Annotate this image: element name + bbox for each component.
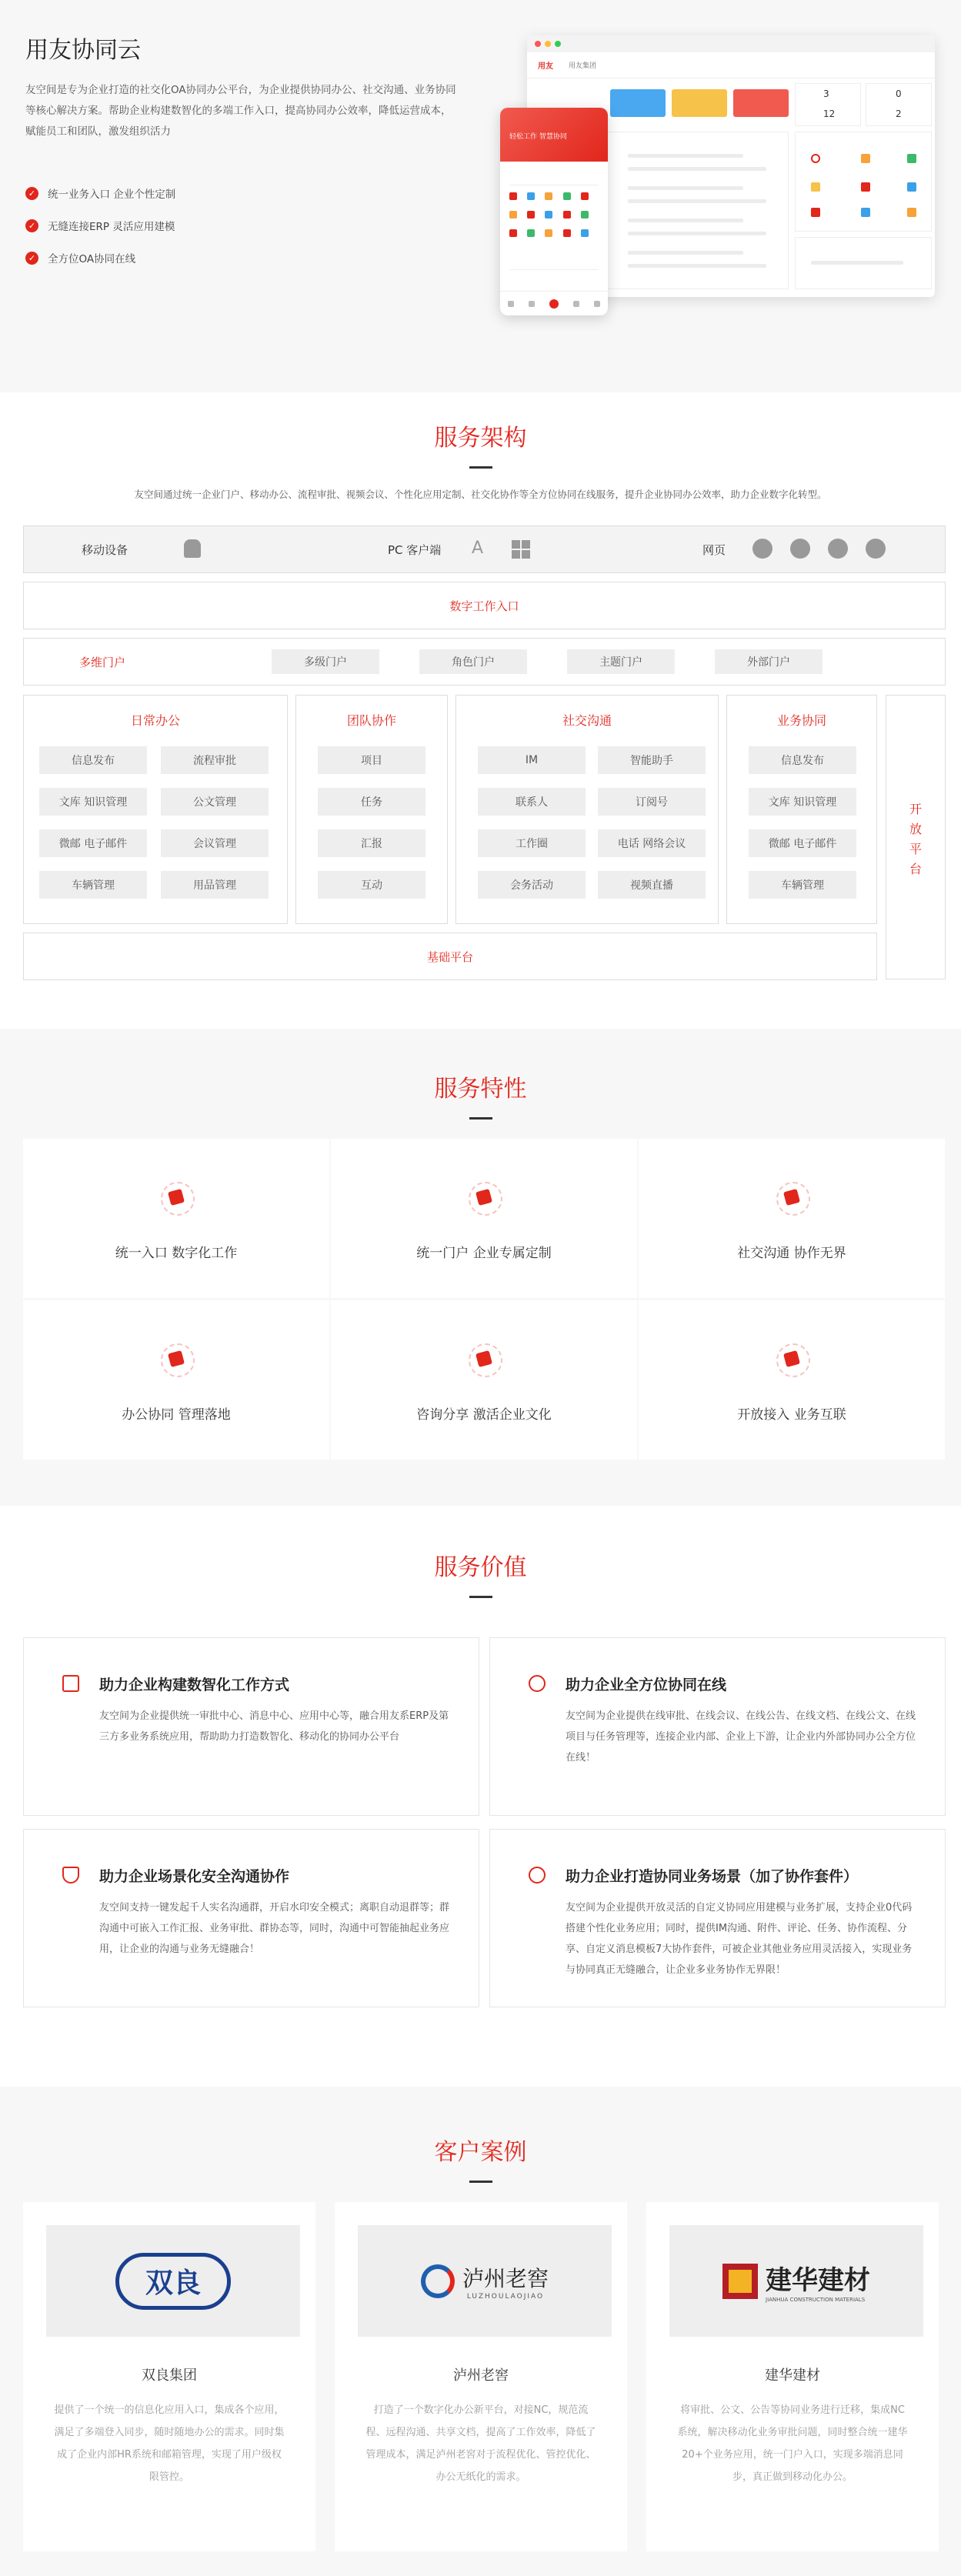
ie-icon (752, 539, 772, 559)
office-icon (155, 1337, 198, 1380)
title-underline (469, 1596, 492, 1598)
case-text: 将审批、公文、公告等协同业务进行迁移，集成NC系统，解决移动化业务审批问题，同时整合统一建华20+个业务应用，统一门户入口，实现多端消息同步，真正做到移动化办公。 (677, 2404, 908, 2483)
portal-item[interactable]: 外部门户 (715, 649, 823, 674)
share-icon (462, 1337, 506, 1380)
module-item[interactable]: 车辆管理 (39, 871, 147, 899)
column-business: 业务协同 信息发布 文库 知识管理 微邮 电子邮件 车辆管理 (726, 695, 877, 924)
feature-card: 社交沟通 协作无界 (639, 1139, 945, 1298)
feature-card: 统一入口 数字化工作 (23, 1139, 329, 1298)
app-store-icon: A (472, 539, 484, 558)
check-icon: ✓ (25, 219, 38, 232)
shuangliang-logo: 双良 (46, 2225, 300, 2337)
module-item[interactable]: 公文管理 (161, 788, 269, 816)
value-card: 助力企业打造协同业务场景（加了协作套件） 友空间为企业提供开放灵活的自定义协同应用建模与业务扩展，支持企业0代码搭建个性化业务应用；同时，提供IM沟通、附件、评论、任务、协作流程、分享、自定义消息模板7大协作套件，可被企业其他业务应用灵活接入，实现业务与协同真正无缝融合，让企业多业务协作无界限！ (489, 1829, 946, 2007)
case-text: 打造了一个数字化办公新平台，对接NC，规范流程、远程沟通、共享文档，提高了工作效率，降低了管理成本，满足泸州老窖对于流程优化、管控优化、办公无纸化的需求。 (365, 2404, 596, 2483)
architecture-subtitle: 友空间通过统一企业门户、移动办公、流程审批、视频会议、个性化应用定制、社交化协作等全方位协同在线服务，提升企业协同办公效率，助力企业数字化转型。 (134, 489, 827, 500)
module-item[interactable]: 任务 (318, 788, 425, 816)
module-item[interactable]: 联系人 (478, 788, 586, 816)
android-icon (184, 539, 201, 558)
feature-card: 开放接入 业务互联 (639, 1300, 945, 1460)
case-name: 建华建材 (765, 2367, 820, 2384)
feature-card: 咨询分享 激活企业文化 (331, 1300, 637, 1460)
hero-description: 友空间是专为企业打造的社交化OA协同办公平台，为企业提供协同办公、社交沟通、业务协同等核心解决方案。帮助企业构建数智化的多端工作入口，提高协同办公效率，降低运营成本，赋能员工和团队，激发组织活力 (25, 84, 456, 138)
portal-row: 多维门户 多级门户 角色门户 主题门户 外部门户 (23, 638, 946, 686)
chat-icon (770, 1176, 813, 1219)
module-item[interactable]: 工作圈 (478, 829, 586, 857)
module-item[interactable]: 微邮 电子邮件 (39, 829, 147, 857)
column-team-collab: 团队协作 项目 任务 汇报 互动 (295, 695, 448, 924)
hero-bullet: ✓ 统一业务入口 企业个性定制 (25, 177, 175, 209)
mock-tenant: 用友集团 (569, 62, 597, 70)
case-name: 双良集团 (142, 2367, 197, 2384)
value-card: 助力企业构建数智化工作方式 友空间为企业提供统一审批中心、消息中心、应用中心等，融合用友系ERP及第三方多业务系统应用，帮助助力打造数智化、移动化的协同办公平台 (23, 1637, 479, 1816)
circles-icon (529, 1867, 546, 1884)
firefox-icon (866, 539, 886, 559)
shield-icon (62, 1867, 79, 1884)
feature-card: 统一门户 企业专属定制 (331, 1139, 637, 1298)
hero-bullets (25, 177, 175, 274)
module-item[interactable]: 信息发布 (749, 746, 856, 774)
windows-icon (512, 540, 530, 559)
send-icon (155, 1176, 198, 1219)
base-platform: 基础平台 (23, 933, 877, 980)
safari-icon (828, 539, 848, 559)
portal-icon (462, 1176, 506, 1219)
hero-section (0, 0, 961, 392)
title-underline (469, 1117, 492, 1119)
collab-icon (529, 1675, 546, 1692)
check-icon: ✓ (25, 187, 38, 200)
chrome-icon (790, 539, 810, 559)
feature-card: 办公协同 管理落地 (23, 1300, 329, 1460)
module-item[interactable]: 互动 (318, 871, 425, 899)
hero-bullet: ✓ 全方位OA协同在线 (25, 242, 175, 274)
column-social: 社交沟通 IM 智能助手 联系人 订阅号 工作圈 电话 网络会议 会务活动 视频直播 (455, 695, 719, 924)
cases-title: 客户案例 (434, 2139, 527, 2166)
mock-logo: 用友 (538, 62, 553, 71)
portal-item[interactable]: 主题门户 (567, 649, 675, 674)
phone-mockup: 轻松工作 智慧协同 (500, 108, 608, 315)
cases-section (0, 2087, 961, 2576)
module-item[interactable]: 会务活动 (478, 871, 586, 899)
module-item[interactable]: 视频直播 (598, 871, 706, 899)
value-section (0, 1506, 961, 2087)
portal-item[interactable]: 多级门户 (272, 649, 379, 674)
title-underline (469, 466, 492, 469)
digital-entry-row: 数字工作入口 (23, 582, 946, 629)
hero-bullet: ✓ 无缝连接ERP 灵活应用建模 (25, 209, 175, 242)
luzhou-laojiao-logo: 泸州老窖 LUZHOULAOJIAO (358, 2225, 612, 2337)
module-item[interactable]: 文库 知识管理 (749, 788, 856, 816)
column-daily-office: 日常办公 信息发布 流程审批 文库 知识管理 公文管理 微邮 电子邮件 会议管理 车辆管理 用品管理 (23, 695, 288, 924)
portal-item[interactable]: 角色门户 (419, 649, 527, 674)
trend-chart-icon (62, 1675, 79, 1692)
case-card[interactable] (23, 2202, 315, 2551)
jianhua-logo: 建华建材 JIANHUA CONSTRUCTION MATERIALS (669, 2225, 923, 2337)
value-card: 助力企业全方位协同在线 友空间为企业提供在线审批、在线会议、在线公告、在线文档、在线公文、在线项目与任务管理等，连接企业内部、企业上下游，让企业内外部协同办公全方位在线！ (489, 1637, 946, 1816)
case-card[interactable] (335, 2202, 627, 2551)
module-item[interactable]: 项目 (318, 746, 425, 774)
features-title: 服务特性 (434, 1076, 527, 1103)
module-item[interactable]: IM (478, 746, 586, 774)
check-icon: ✓ (25, 252, 38, 265)
case-text: 提供了一个统一的信息化应用入口，集成各个应用，满足了多端登入同步，随时随地办公的需求。同时集成了企业内部HR系统和邮箱管理，实现了用户级权限管控。 (54, 2404, 285, 2483)
case-card[interactable] (646, 2202, 939, 2551)
module-item[interactable]: 用品管理 (161, 871, 269, 899)
case-name: 泸州老窖 (453, 2367, 509, 2384)
module-item[interactable]: 会议管理 (161, 829, 269, 857)
open-platform: 开放平台 (886, 695, 946, 979)
module-item[interactable]: 智能助手 (598, 746, 706, 774)
module-item[interactable]: 文库 知识管理 (39, 788, 147, 816)
value-title: 服务价值 (434, 1554, 527, 1581)
desktop-mockup: 用友 用友集团 3 12 0 2 (527, 35, 935, 297)
devices-row: 移动设备 PC 客户端 A 网页 (23, 526, 946, 573)
module-item[interactable]: 电话 网络会议 (598, 829, 706, 857)
architecture-title: 服务架构 (434, 425, 527, 452)
architecture-section (0, 392, 961, 1029)
module-item[interactable]: 汇报 (318, 829, 425, 857)
value-card: 助力企业场景化安全沟通协作 友空间支持一键发起千人实名沟通群，开启水印安全模式；离职自动退群等；群沟通中可嵌入工作汇报、业务审批、群协态等，同时，沟通中可智能抽起业务应用，让企业的沟通与业务无缝融合！ (23, 1829, 479, 2007)
module-item[interactable]: 车辆管理 (749, 871, 856, 899)
module-item[interactable]: 微邮 电子邮件 (749, 829, 856, 857)
module-item[interactable]: 信息发布 (39, 746, 147, 774)
module-item[interactable]: 订阅号 (598, 788, 706, 816)
features-section (0, 1029, 961, 1506)
connect-icon (770, 1337, 813, 1380)
title-underline (469, 2181, 492, 2183)
module-item[interactable]: 流程审批 (161, 746, 269, 774)
hero-title: 用友协同云 (25, 37, 141, 64)
